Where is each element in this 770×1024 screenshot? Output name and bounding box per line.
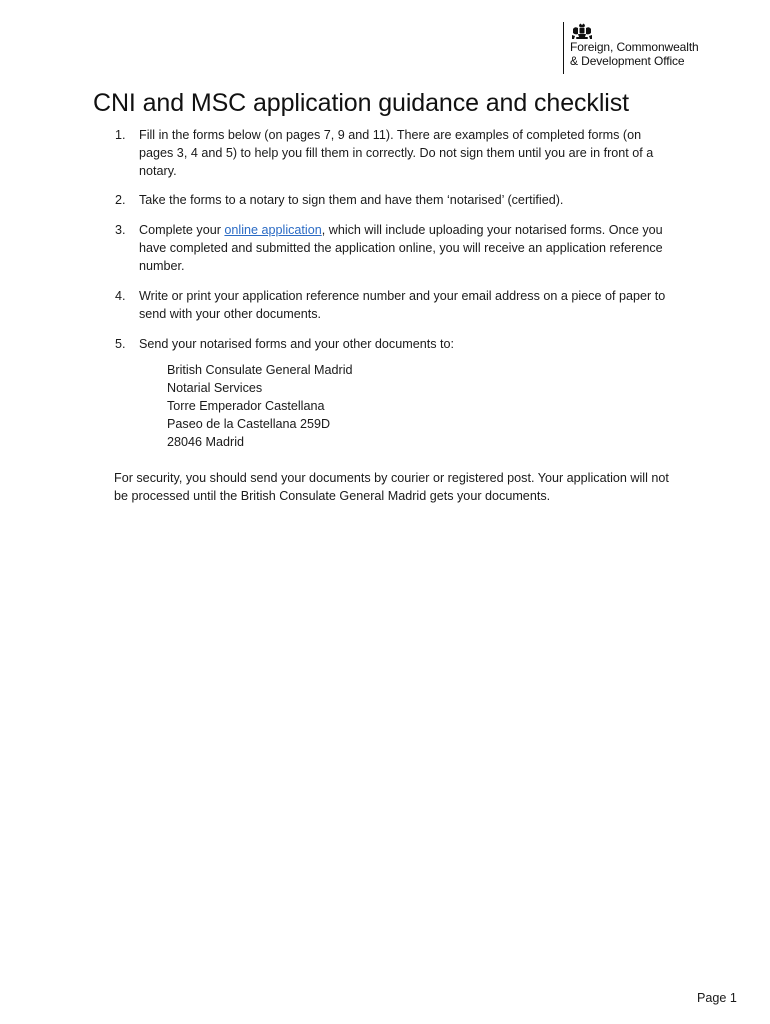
- list-text: Send your notarised forms and your other documents to:: [139, 337, 455, 351]
- list-number: 5.: [115, 337, 126, 351]
- list-item: [113, 191, 673, 209]
- org-name-line-1: Foreign, Commonwealth: [570, 40, 699, 54]
- list-number: 4.: [115, 289, 126, 303]
- list-text: Write or print your application reference number and your email address on a piece of paper to send with your other documents.: [139, 289, 666, 321]
- address-line: British Consulate General Madrid: [167, 363, 353, 377]
- list-item: [113, 335, 673, 353]
- security-note: For security, you should send your documents by courier or registered post. Your application will not be processed until the British Consulate General Madrid gets your documents.: [114, 471, 669, 503]
- list-text: [139, 223, 663, 273]
- page-number: Page 1: [697, 991, 737, 1005]
- address-line: Torre Emperador Castellana: [167, 399, 325, 413]
- royal-coat-of-arms-icon: [570, 23, 594, 41]
- page-title: CNI and MSC application guidance and checklist: [93, 89, 629, 117]
- list-number: 1.: [115, 128, 126, 142]
- org-name-line-2: & Development Office: [570, 53, 685, 68]
- list-item: [113, 126, 673, 180]
- online-application-link[interactable]: online application: [224, 223, 322, 237]
- mailing-address: [167, 361, 353, 451]
- list-text-before-link: Complete your: [139, 223, 225, 237]
- list-item: [113, 287, 673, 323]
- address-line: Notarial Services: [167, 381, 263, 395]
- list-item: [113, 221, 673, 275]
- list-number: 2.: [115, 193, 126, 207]
- address-line: 28046 Madrid: [167, 435, 245, 449]
- fcdo-logo: [563, 22, 699, 74]
- list-text: Take the forms to a notary to sign them and have them ‘notarised’ (certified).: [139, 193, 564, 207]
- list-text: Fill in the forms below (on pages 7, 9 and 11). There are examples of completed forms (on pages 3, 4 and 5) to help you fill them in correctly. Do not sign them until you are in front of a notary.: [139, 128, 654, 178]
- list-text-after-link: , which will include uploading your notarised forms. Once you have completed and submitted the application online, you will receive an application reference number.: [139, 223, 663, 273]
- checklist: [113, 126, 673, 353]
- list-number: 3.: [115, 223, 126, 237]
- address-line: Paseo de la Castellana 259D: [167, 417, 331, 431]
